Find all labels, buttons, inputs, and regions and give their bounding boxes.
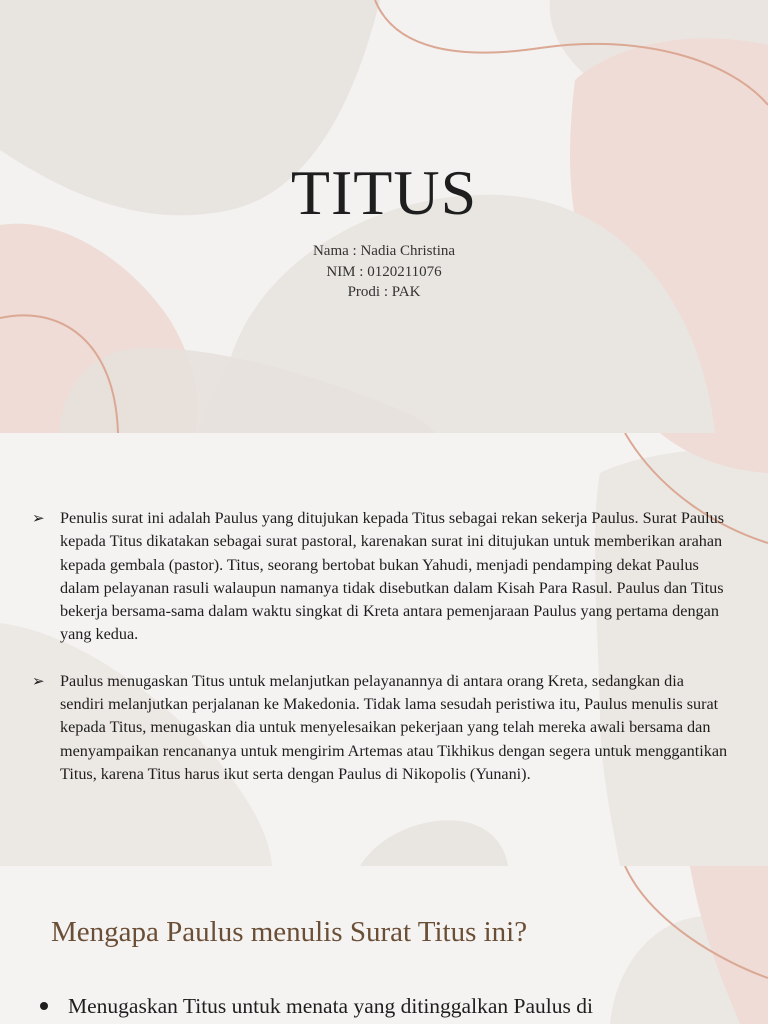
author-info [0,241,768,303]
author-nim: NIM : 0120211076 [326,263,442,280]
author-prodi: Prodi : PAK [347,284,421,300]
title-slide [0,0,768,433]
arrow-bullet-icon: ➢ [32,671,45,690]
bullet-text: Menugaskan Titus untuk menata yang ditinggalkan Paulus di [68,994,593,1018]
dot-bullet-icon [40,1002,48,1010]
slide-title: TITUS [290,157,478,228]
author-name: Nama : Nadia Christina [312,243,456,259]
bullet-text: Paulus menugaskan Titus untuk melanjutkan pelayanannya di antara orang Kreta, sedangkan dia sendiri melanjutkan perjalanan ke Makedonia. Tidak lama sesudah peristiwa itu, Paulus menulis surat kepada Titus, menugaskan dia untuk menyelesaikan pekerjaan yang telah mereka awali bersama dan menyampaikan rencananya untuk mengirim Artemas atau Tikhikus dengan segera untuk menggantikan Titus, karena Titus harus ikut serta dengan Paulus di Nikopolis (Yunani). [60,671,728,783]
bullet-item [32,670,732,786]
question-slide [0,866,768,1024]
bullet-text: Penulis surat ini adalah Paulus yang ditujukan kepada Titus sebagai rekan sekerja Paulus. Surat Paulus kepada Titus dikatakan sebagai surat pastoral, karenakan surat ini ditujukan untuk memberikan arahan kepada gembala (pastor). Titus, seorang bertobat bukan Yahudi, menjadi pendamping dekat Paulus dalam pelayanan rasuli walaupun namanya tidak disebutkan dalam Kisah Para Rasul. Paulus dan Titus bekerja bersama-sama dalam waktu singkat di Kreta antara pemenjaraan Paulus yang pertama dengan yang kedua. [60,509,725,644]
section-heading: Mengapa Paulus menulis Surat Titus ini? [51,916,528,948]
arrow-bullet-icon: ➢ [32,509,45,527]
bullet-item [40,994,593,1019]
content-bullets [32,507,732,809]
bullet-item [32,507,732,647]
content-slide [0,433,768,866]
